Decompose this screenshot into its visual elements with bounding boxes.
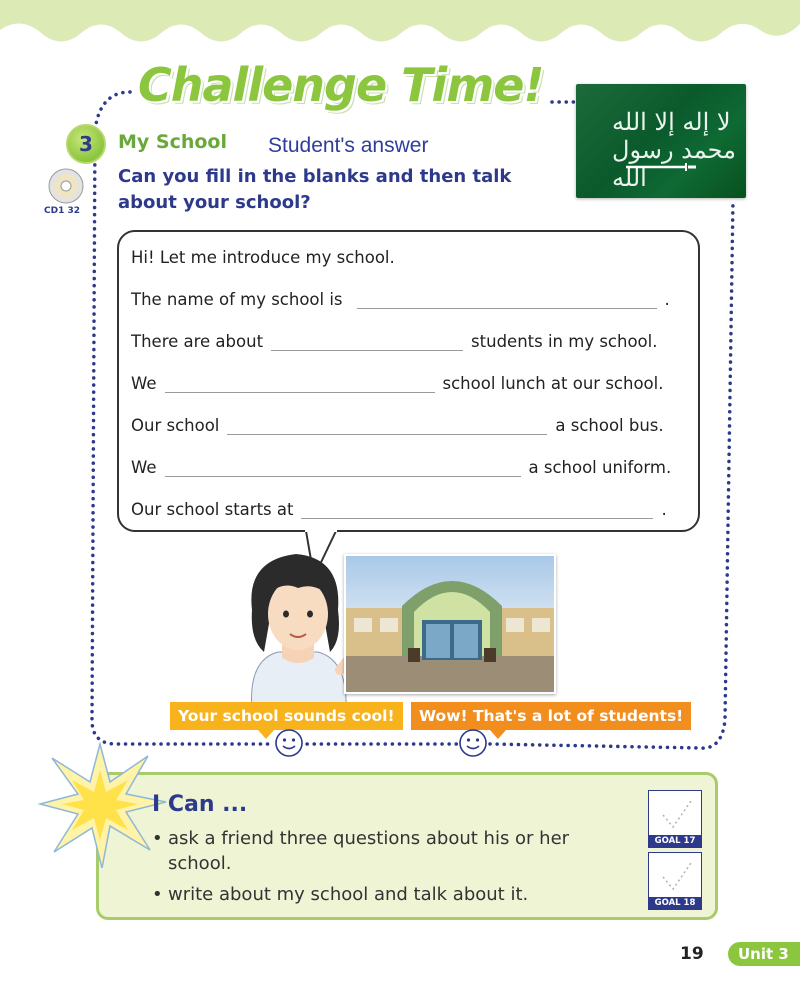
- template-text: Our school starts at: [131, 500, 294, 519]
- bus-blank[interactable]: [227, 421, 547, 435]
- speech-bubble-template: [117, 230, 700, 532]
- goal-checkbox[interactable]: [648, 852, 702, 910]
- smiley-icon: [458, 728, 488, 758]
- i-can-text: write about my school and talk about it.: [168, 884, 529, 905]
- instruction-line: about your school?: [118, 192, 311, 213]
- template-text: Hi! Let me introduce my school.: [131, 248, 395, 267]
- checkmark-icon: [649, 853, 703, 899]
- template-text: The name of my school is: [131, 290, 343, 309]
- instruction-line: Can you fill in the blanks and then talk: [118, 166, 512, 187]
- sword-icon: [624, 160, 698, 174]
- bullet: •: [152, 884, 163, 905]
- i-can-item: [152, 826, 569, 876]
- template-text: Our school: [131, 416, 220, 435]
- i-can-title: I Can ...: [152, 792, 248, 817]
- template-text: a school uniform.: [528, 458, 672, 477]
- lunch-blank[interactable]: [165, 379, 435, 393]
- template-line: [131, 248, 395, 267]
- goal-label: GOAL 18: [649, 897, 701, 909]
- checkmark-icon: [649, 791, 703, 837]
- i-can-item: [152, 882, 528, 907]
- student-count-blank[interactable]: [271, 337, 463, 351]
- template-text: a school bus.: [555, 416, 664, 435]
- page-title: Challenge Time!: [138, 58, 544, 112]
- template-text: There are about: [131, 332, 264, 351]
- goal-checkbox[interactable]: [648, 790, 702, 848]
- school-building-photo: [344, 554, 556, 694]
- school-building-graphic: [346, 556, 556, 694]
- template-line: [131, 290, 670, 309]
- activity-title: My School: [118, 131, 227, 153]
- response-chip-tail: [490, 730, 506, 739]
- template-line: [131, 500, 667, 519]
- unit-tab: Unit 3: [728, 942, 800, 966]
- uniform-blank[interactable]: [165, 463, 521, 477]
- school-name-blank[interactable]: [357, 295, 657, 309]
- girl-illustration: [238, 540, 358, 710]
- template-text: school lunch at our school.: [442, 374, 664, 393]
- flag-script: لا إله إلا الله محمد رسول الله: [612, 108, 736, 192]
- response-chip: Your school sounds cool!: [170, 702, 403, 730]
- template-line: [131, 458, 671, 477]
- template-line: [131, 374, 663, 393]
- activity-number-badge: 3: [66, 124, 106, 164]
- audio-cd-icon[interactable]: [46, 166, 86, 206]
- star-burst-icon: [38, 742, 168, 870]
- goal-label: GOAL 17: [649, 835, 701, 847]
- template-text: We: [131, 374, 157, 393]
- bullet: •: [152, 828, 163, 849]
- smiley-icon: [274, 728, 304, 758]
- start-time-blank[interactable]: [301, 505, 653, 519]
- response-chip-tail: [258, 730, 274, 739]
- template-text: .: [661, 500, 667, 519]
- audio-track-label: CD1 32: [44, 206, 80, 216]
- template-text: We: [131, 458, 157, 477]
- template-text: .: [664, 290, 670, 309]
- template-line: [131, 332, 657, 351]
- i-can-text: school.: [168, 853, 232, 874]
- response-chip: Wow! That's a lot of students!: [411, 702, 691, 730]
- activity-instructions: [118, 164, 558, 216]
- student-answer-note: Student's answer: [268, 134, 429, 157]
- page-number: 19: [680, 944, 704, 964]
- saudi-flag-image: [576, 84, 746, 198]
- template-line: [131, 416, 664, 435]
- template-text: students in my school.: [471, 332, 658, 351]
- i-can-text: ask a friend three questions about his or her: [168, 828, 570, 849]
